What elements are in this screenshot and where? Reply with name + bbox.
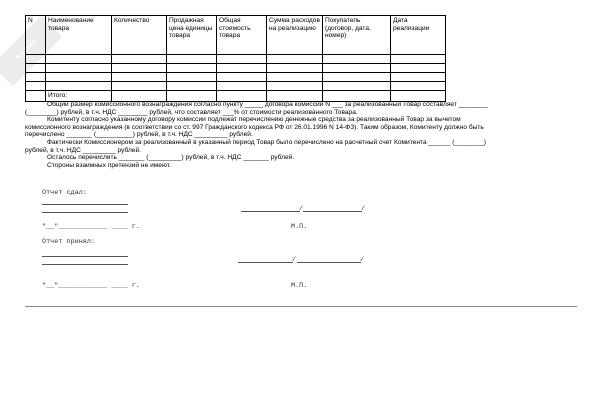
commission-line-1: Общий размер комиссионного вознаграждения согласно пункту _____ договора комиссии N ___ за реализованный Товар составляет ________ [47, 101, 489, 108]
report-handed-label: Отчет сдал: [42, 189, 87, 197]
table-row [26, 64, 446, 73]
received-seal: М.П. [291, 282, 308, 290]
handed-decoding-line [303, 211, 362, 212]
goods-report-table [25, 15, 446, 102]
remaining-line: Осталось перечислить _______ (_________) рублей, в т.ч. НДС _______ рублей. [47, 154, 295, 162]
transfer-line-1: Комитенту согласно указанному договору комиссии подлежат перечислению денежные средства за реализованный Товар за вычетом [47, 116, 461, 124]
handed-position-line [42, 212, 128, 213]
table-row [26, 55, 446, 64]
actual-transfer-line-1: Фактически Комиссионером за реализованный в указанный период Товар было перечислено на расчетный счет Комитента ______ (________) [47, 138, 486, 146]
received-slash-end: / [360, 256, 365, 264]
commission-paragraph [25, 101, 577, 169]
handed-seal: М.П. [291, 223, 308, 231]
col-header-buyer: Покупатель (договор, дата, номер) [323, 16, 391, 55]
received-date: "__"____________ ____ г. [42, 282, 140, 290]
handed-slash: / [299, 205, 304, 213]
total-label: Итого: [46, 91, 112, 102]
received-position-line [42, 264, 128, 265]
actual-transfer-line-2: рублей, в т.ч. НДС _________ рублей. [25, 146, 141, 154]
transfer-line-3: перечислено _______ (__________) рублей, в т.ч. НДС _________ рублей. [25, 131, 253, 139]
received-signature-line [238, 262, 293, 263]
handed-name-line [42, 204, 128, 205]
col-header-unit-price: Продажная цена единицы товара [167, 16, 217, 55]
col-header-total-cost: Общая стоимость товара [217, 16, 267, 55]
received-slash: / [292, 256, 297, 264]
transfer-line-2: комиссионного вознаграждения (в соответствии со ст. 997 Гражданского кодекса РФ от 26.01.1996 N 14-ФЗ). Таким образом, Комитенту должно быть [25, 123, 484, 131]
table-total-row [26, 91, 446, 102]
no-claims-line: Стороны взаимных претензий не имеют. [47, 161, 171, 169]
table-header-row [26, 16, 446, 55]
col-header-sale-date: Дата реализации [391, 16, 446, 55]
page-divider [25, 306, 577, 307]
col-header-goods-name: Наименование товара [46, 16, 112, 55]
col-header-sale-costs: Сумма расходов на реализацию [267, 16, 323, 55]
table-row [26, 73, 446, 82]
watermark-text: Nomen [15, 37, 39, 62]
report-received-label: Отчет принял: [42, 238, 96, 246]
col-header-quantity: Количество [112, 16, 167, 55]
commission-line-2: (________) рублей, в т.ч. НДС ________ рублей, что составляет ___% от стоимости реализованного Товара. [25, 108, 358, 116]
handed-slash-end: / [361, 205, 366, 213]
received-name-line [42, 256, 128, 257]
table-row [26, 82, 446, 91]
handed-date: "__"____________ ____ г. [42, 223, 140, 231]
handed-signature-line [241, 211, 300, 212]
received-decoding-line [297, 262, 361, 263]
col-header-number: N [26, 16, 46, 55]
